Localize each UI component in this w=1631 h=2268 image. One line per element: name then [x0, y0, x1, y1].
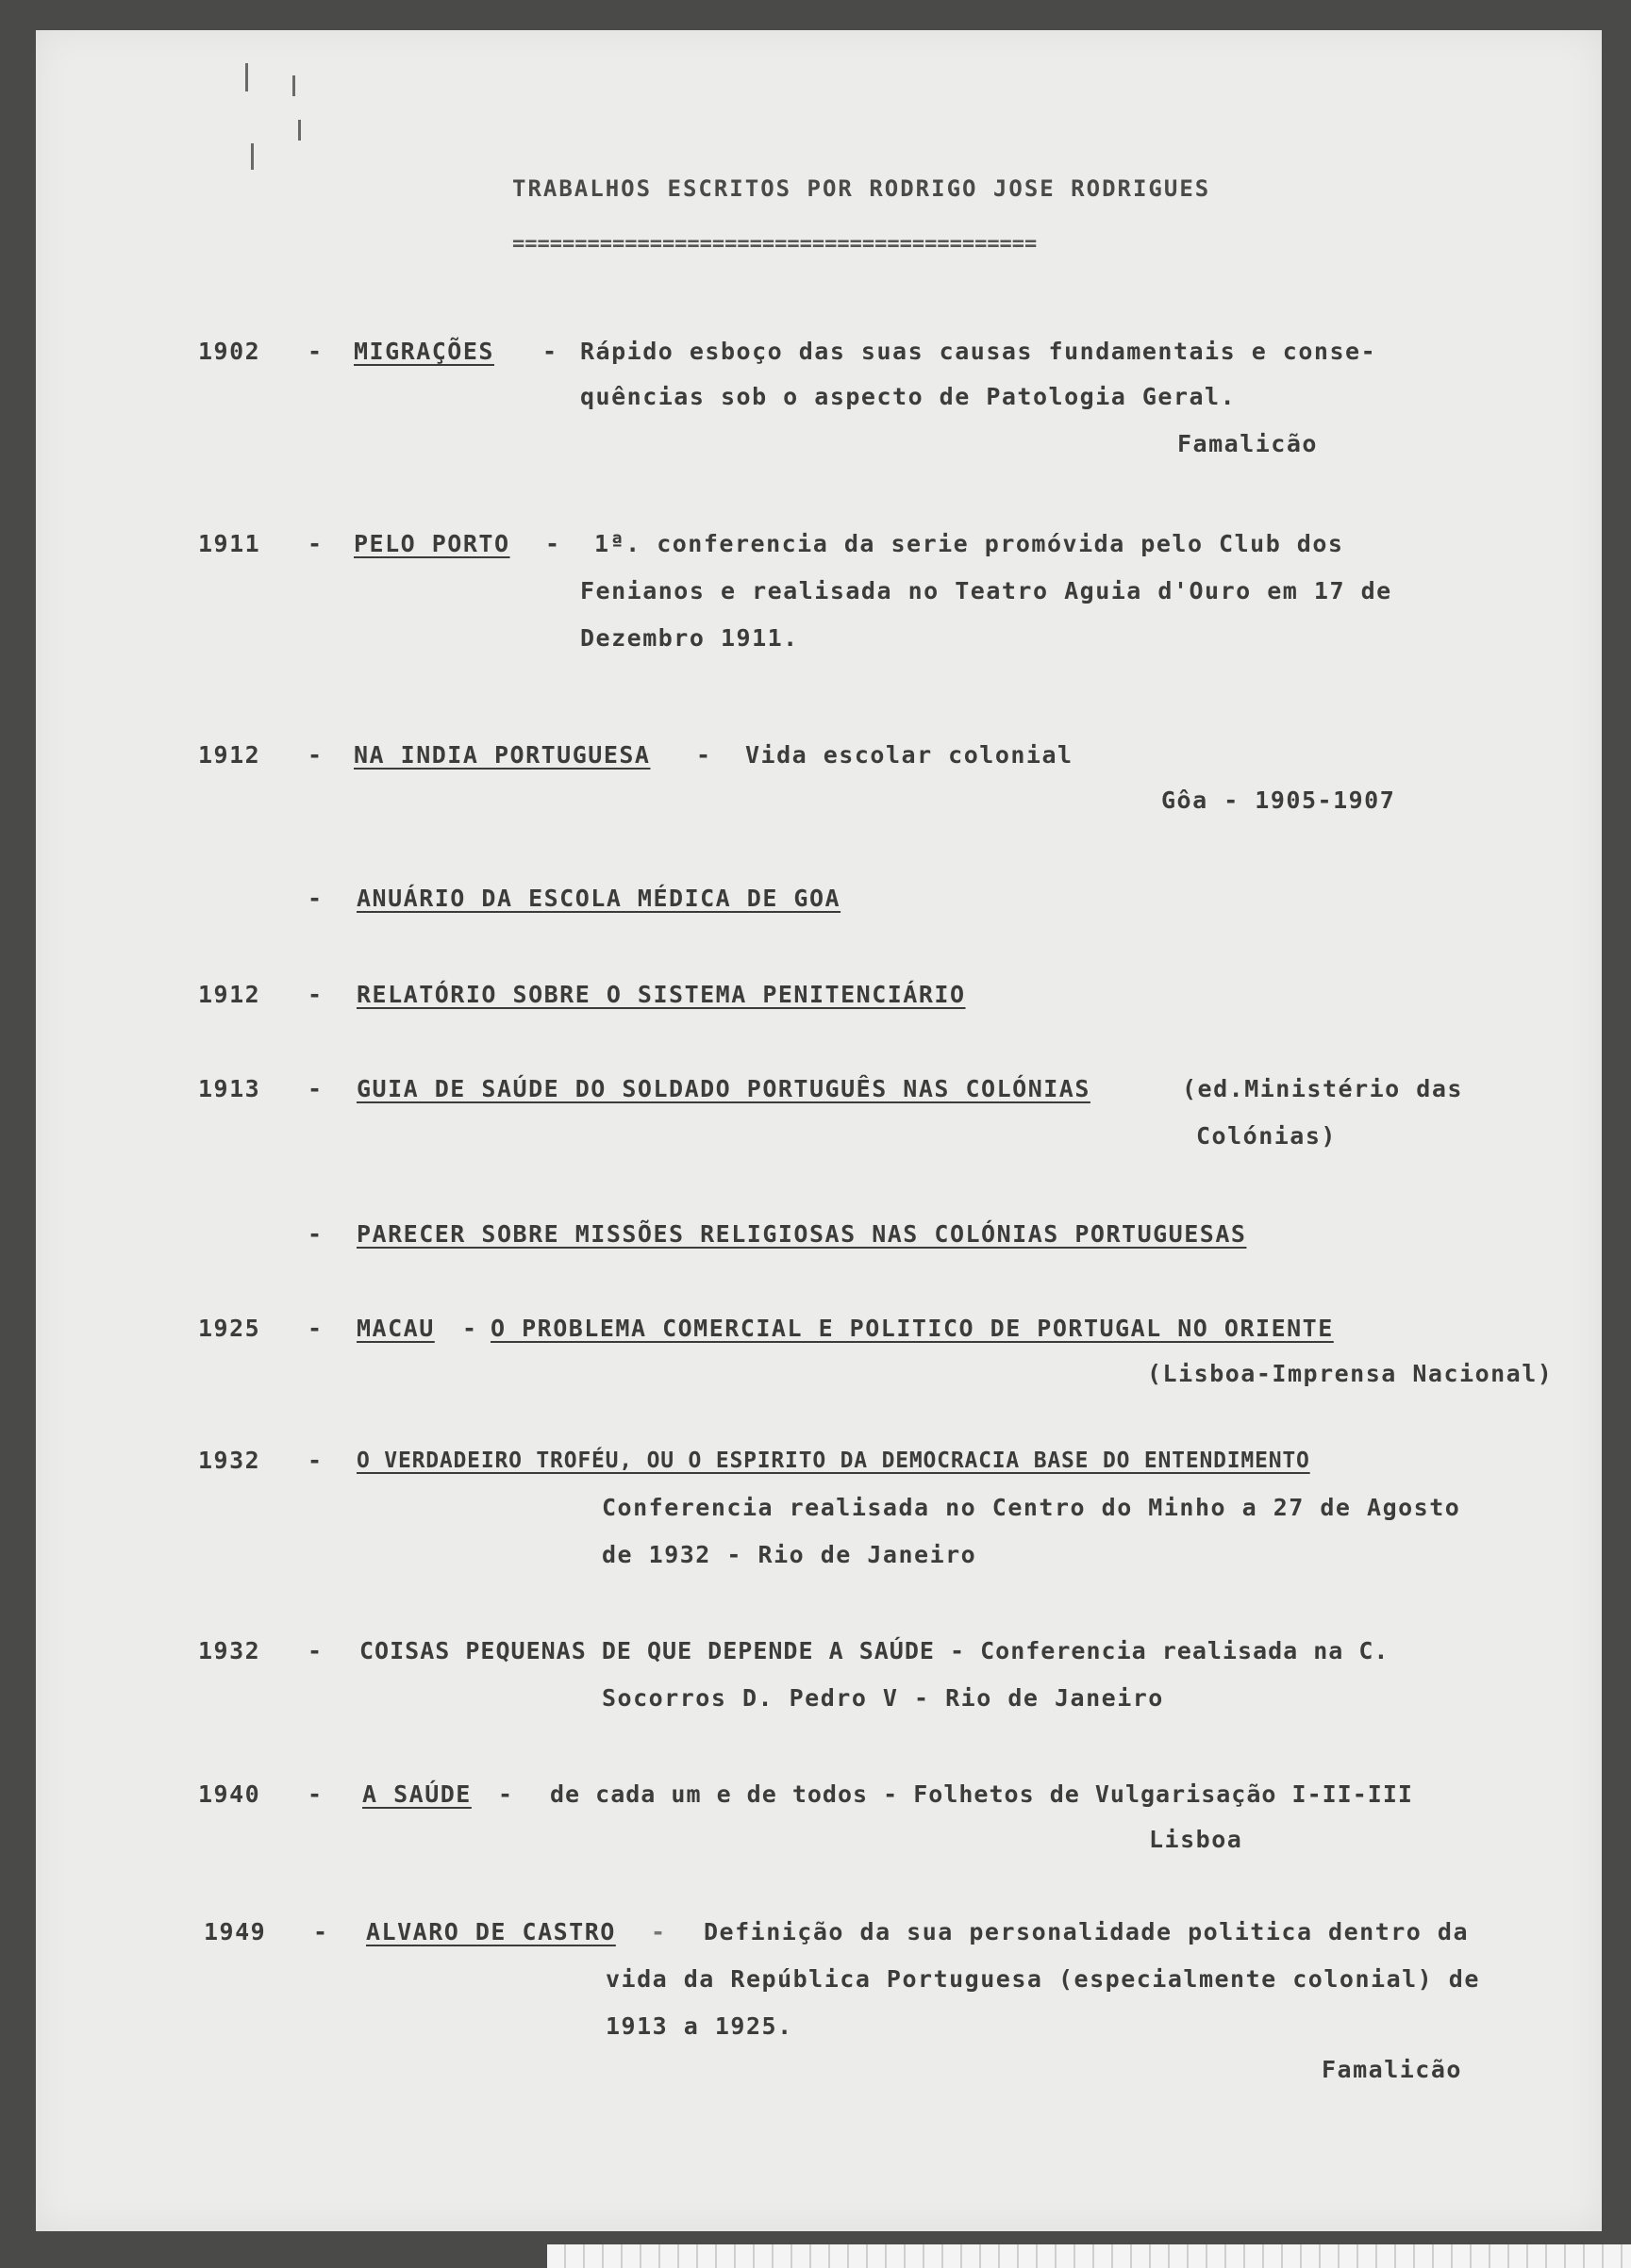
entry-dash: - — [308, 885, 324, 912]
entry-year: 1911 — [198, 530, 261, 557]
entry-line: quências sob o aspecto de Patologia Geral. — [580, 383, 1237, 410]
entry-line: de cada um e de todos - Folhetos de Vulgarisação I-II-III — [550, 1780, 1413, 1808]
margin-mark — [292, 75, 295, 96]
entry-title: PELO PORTO — [354, 530, 510, 557]
entry-separator: - — [542, 338, 558, 365]
entry-place: Famalicão — [1322, 2056, 1462, 2083]
entry-title: A SAÚDE — [362, 1780, 472, 1808]
entry-title: MIGRAÇÕES — [354, 338, 494, 365]
entry-title: ALVARO DE CASTRO — [366, 1918, 616, 1945]
entry-place: Lisboa — [1149, 1826, 1243, 1853]
entry-place: (Lisboa-Imprensa Nacional) — [1147, 1360, 1554, 1387]
entry-title: RELATÓRIO SOBRE O SISTEMA PENITENCIÁRIO — [357, 981, 966, 1008]
margin-mark — [251, 143, 254, 170]
entry-line: 1913 a 1925. — [606, 2012, 793, 2040]
margin-mark — [245, 63, 248, 91]
entry-title: COISAS PEQUENAS DE QUE DEPENDE A SAÚDE - Conferencia realisada na C. — [359, 1637, 1390, 1664]
entry-title: NA INDIA PORTUGUESA — [354, 741, 651, 769]
entry-year: 1949 — [204, 1918, 267, 1945]
entry-place: Famalicão — [1177, 430, 1318, 457]
entry-line: Fenianos e realisada no Teatro Aguia d'Ouro em 17 de — [580, 577, 1392, 604]
entry-dash: - — [308, 1315, 324, 1342]
entry-dash: - — [308, 530, 324, 557]
entry-title: O VERDADEIRO TROFÉU, OU O ESPIRITO DA DEMOCRACIA BASE DO ENTENDIMENTO — [357, 1449, 1310, 1473]
entry-dash: - — [308, 1637, 324, 1664]
entry-line: Dezembro 1911. — [580, 624, 799, 652]
document-title: TRABALHOS ESCRITOS POR RODRIGO JOSE RODRIGUES — [512, 175, 1211, 202]
document-page — [36, 30, 1602, 2231]
title-rule: ========================================== — [512, 232, 1038, 256]
entry-year: 1940 — [198, 1780, 261, 1808]
entry-line: de 1932 - Rio de Janeiro — [602, 1541, 977, 1568]
entry-dash: - — [308, 1220, 324, 1248]
entry-line: Definição da sua personalidade politica dentro da — [704, 1918, 1470, 1945]
entry-separator: - — [462, 1315, 478, 1342]
entry-year: 1902 — [198, 338, 261, 365]
entry-separator: - — [651, 1918, 667, 1945]
entry-line: Socorros D. Pedro V - Rio de Janeiro — [602, 1684, 1164, 1712]
entry-line: Rápido esboço das suas causas fundamentais e conse- — [580, 338, 1377, 365]
entry-line: (ed.Ministério das — [1182, 1075, 1463, 1102]
entry-title: MACAU — [357, 1315, 435, 1342]
entry-dash: - — [308, 338, 324, 365]
entry-title: PARECER SOBRE MISSÕES RELIGIOSAS NAS COLÓNIAS PORTUGUESAS — [357, 1220, 1247, 1248]
entry-dash: - — [308, 1780, 324, 1808]
entry-line: Colónias) — [1196, 1122, 1337, 1150]
scale-ruler — [547, 2244, 1631, 2268]
entry-separator: - — [696, 741, 712, 769]
entry-year: 1913 — [198, 1075, 261, 1102]
entry-line: Vida escolar colonial — [745, 741, 1073, 769]
entry-year: 1925 — [198, 1315, 261, 1342]
entry-separator: - — [545, 530, 561, 557]
entry-dash: - — [308, 981, 324, 1008]
entry-dash: - — [308, 1447, 324, 1474]
entry-place: Gôa - 1905-1907 — [1161, 786, 1396, 814]
entry-subtitle: O PROBLEMA COMERCIAL E POLITICO DE PORTUGAL NO ORIENTE — [491, 1315, 1334, 1342]
entry-line: vida da República Portuguesa (especialmente colonial) de — [606, 1965, 1480, 1993]
entry-separator: - — [498, 1780, 514, 1808]
entry-title: GUIA DE SAÚDE DO SOLDADO PORTUGUÊS NAS COLÓNIAS — [357, 1075, 1090, 1102]
entry-dash: - — [308, 741, 324, 769]
entry-line: Conferencia realisada no Centro do Minho a 27 de Agosto — [602, 1494, 1461, 1521]
entry-title: ANUÁRIO DA ESCOLA MÉDICA DE GOA — [357, 885, 841, 912]
entry-year: 1932 — [198, 1637, 261, 1664]
entry-year: 1912 — [198, 741, 261, 769]
entry-line: 1ª. conferencia da serie promóvida pelo Club dos — [594, 530, 1344, 557]
entry-dash: - — [313, 1918, 329, 1945]
entry-dash: - — [308, 1075, 324, 1102]
margin-mark — [298, 120, 301, 141]
entry-year: 1932 — [198, 1447, 261, 1474]
entry-year: 1912 — [198, 981, 261, 1008]
